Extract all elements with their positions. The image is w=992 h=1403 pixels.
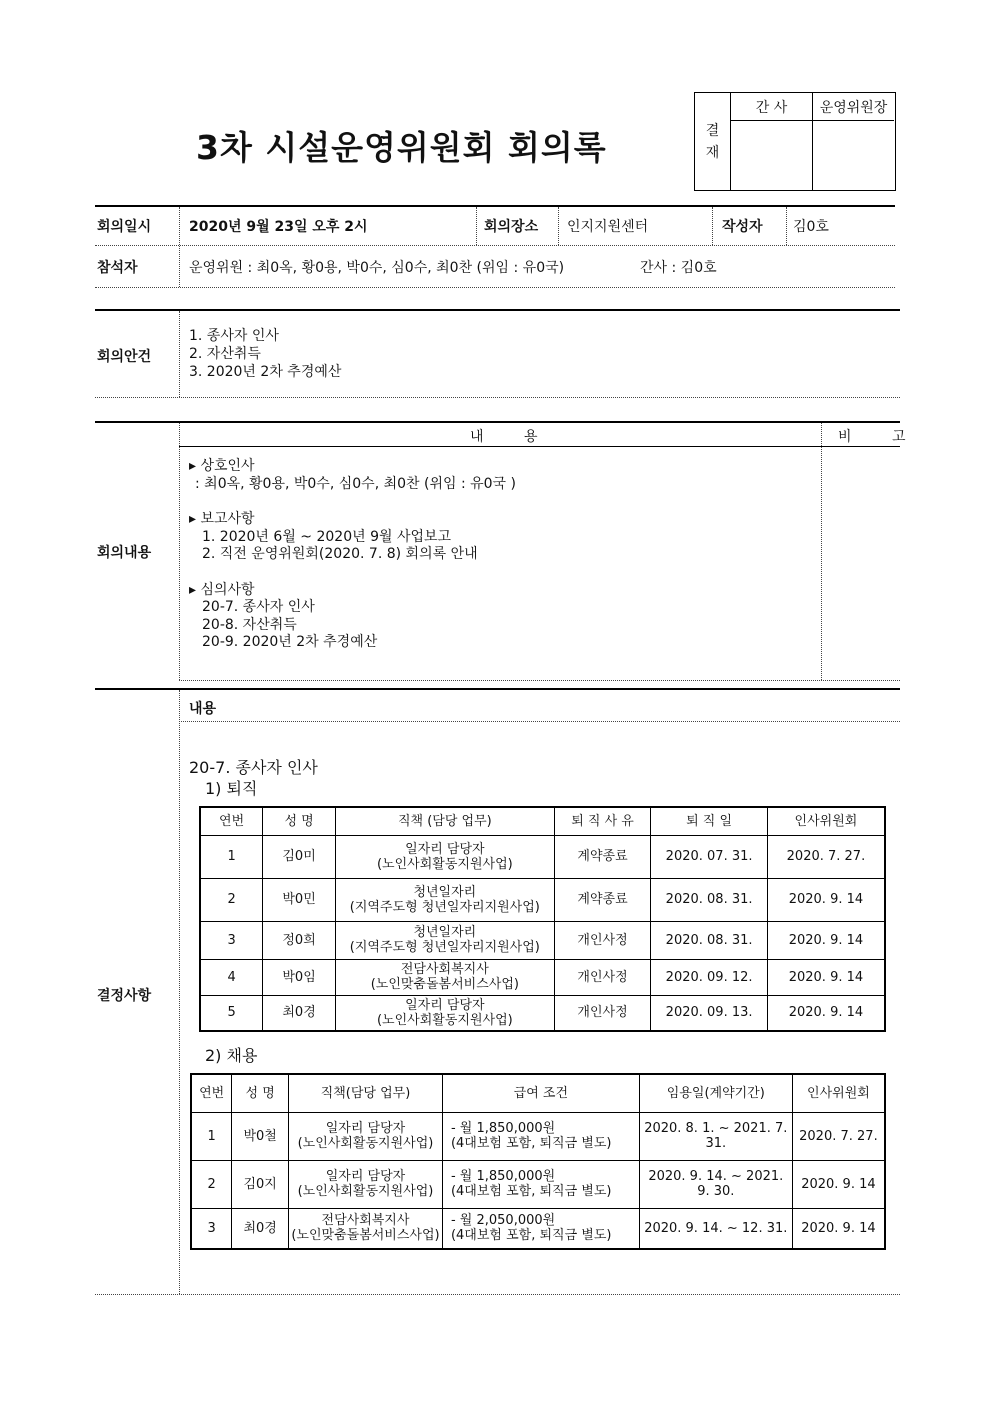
agenda-top-rule bbox=[95, 309, 900, 311]
approval-sign-chair bbox=[813, 121, 894, 189]
meeting-place-label: 회의장소 bbox=[484, 219, 539, 235]
retire-header-row bbox=[200, 807, 885, 835]
hire-role-program: (노인사회활동지원사업) bbox=[297, 1184, 434, 1199]
approval-box bbox=[694, 92, 896, 191]
hire-role bbox=[288, 1208, 442, 1249]
retire-committee: 2020. 9. 14 bbox=[767, 921, 885, 959]
retire-role bbox=[335, 835, 554, 878]
retire-committee: 2020. 7. 27. bbox=[767, 835, 885, 878]
approval-side-char-1: 결 bbox=[705, 122, 720, 139]
meeting-date: 2020년 9월 23일 오후 2시 bbox=[189, 219, 368, 235]
retire-header-cell: 퇴 직 사 유 bbox=[554, 807, 651, 835]
retire-no: 4 bbox=[200, 959, 263, 995]
hire-pay-amount: - 월 2,050,000원 bbox=[450, 1213, 556, 1229]
decisions-subheader-rule bbox=[179, 721, 900, 722]
retire-name: 박0민 bbox=[263, 878, 336, 921]
approval-side-char-2: 재 bbox=[705, 144, 720, 161]
retire-role-program: (노인사회활동지원사업) bbox=[376, 1012, 513, 1028]
approval-sign-secretary bbox=[731, 121, 812, 189]
info-author-divider-right bbox=[786, 207, 787, 245]
retire-reason: 계약종료 bbox=[554, 878, 651, 921]
retire-role-title: 일자리 담당자 bbox=[405, 997, 485, 1013]
table-row bbox=[200, 878, 885, 921]
hire-period: 2020. 8. 1. ~ 2021. 7. 31. bbox=[639, 1112, 792, 1160]
review-item: 20-9. 2020년 2차 추경예산 bbox=[202, 634, 378, 650]
hire-committee: 2020. 9. 14 bbox=[792, 1160, 885, 1208]
approval-head-chair: 운영위원장 bbox=[813, 93, 894, 121]
approval-side-label bbox=[695, 93, 731, 190]
content-bottom-rule bbox=[179, 680, 900, 681]
hire-role-program: (노인맞춤돌봄서비스사업) bbox=[291, 1228, 440, 1244]
retire-role-program: (노인맞춤돌봄서비스사업) bbox=[370, 977, 519, 992]
agenda-item: 3. 2020년 2차 추경예산 bbox=[189, 364, 342, 380]
table-row bbox=[200, 835, 885, 878]
retire-role bbox=[335, 995, 554, 1031]
hire-period: 2020. 9. 14. ~ 2021. 9. 30. bbox=[639, 1160, 792, 1208]
retire-role bbox=[335, 959, 554, 995]
hire-committee: 2020. 7. 27. bbox=[792, 1112, 885, 1160]
table-row bbox=[191, 1112, 885, 1160]
info-row-divider bbox=[95, 245, 895, 246]
hire-header-cell: 성 명 bbox=[232, 1074, 289, 1112]
hire-name: 김0지 bbox=[232, 1160, 289, 1208]
attendees-label: 참석자 bbox=[97, 260, 138, 276]
hire-pay-note: (4대보험 포함, 퇴직금 별도) bbox=[450, 1184, 612, 1199]
hire-period: 2020. 9. 14. ~ 12. 31. bbox=[639, 1208, 792, 1249]
retire-no: 5 bbox=[200, 995, 263, 1031]
meeting-author-label: 작성자 bbox=[722, 219, 763, 235]
retire-role-title: 청년일자리 bbox=[413, 925, 477, 940]
retire-role-program: (지역주도형 청년일자리지원사업) bbox=[349, 940, 540, 955]
report-item: 2. 직전 운영위원회(2020. 7. 8) 회의록 안내 bbox=[202, 546, 478, 562]
content-note-divider bbox=[821, 423, 822, 680]
hire-header-row bbox=[191, 1074, 885, 1112]
retire-committee: 2020. 9. 14 bbox=[767, 959, 885, 995]
retire-header-cell: 퇴 직 일 bbox=[651, 807, 768, 835]
retire-date: 2020. 07. 31. bbox=[651, 835, 768, 878]
retire-date: 2020. 09. 13. bbox=[651, 995, 768, 1031]
decisions-label-divider bbox=[179, 690, 180, 1294]
hire-no: 2 bbox=[191, 1160, 232, 1208]
hire-no: 3 bbox=[191, 1208, 232, 1249]
page-title: 3차 시설운영위원회 회의록 bbox=[196, 128, 607, 167]
section-title: 20-7. 종사자 인사 bbox=[189, 758, 318, 777]
meeting-date-label: 회의일시 bbox=[97, 219, 152, 235]
table-row bbox=[191, 1208, 885, 1249]
content-body bbox=[189, 458, 516, 652]
retire-header-cell: 연번 bbox=[200, 807, 263, 835]
info-bottom-rule bbox=[95, 287, 895, 288]
hire-title: 2) 채용 bbox=[205, 1046, 258, 1065]
hire-pay-note: (4대보험 포함, 퇴직금 별도) bbox=[450, 1136, 612, 1151]
report-item: 1. 2020년 6월 ~ 2020년 9월 사업보고 bbox=[202, 528, 452, 545]
retire-no: 3 bbox=[200, 921, 263, 959]
retire-role bbox=[335, 878, 554, 921]
retire-reason: 개인사정 bbox=[554, 959, 651, 995]
content-header-rule bbox=[179, 446, 900, 447]
agenda-bottom-rule bbox=[95, 397, 900, 398]
retire-role-title: 일자리 담당자 bbox=[405, 841, 485, 857]
retire-role-program: (지역주도형 청년일자리지원사업) bbox=[349, 899, 540, 915]
hire-header-cell: 임용일(계약기간) bbox=[639, 1074, 792, 1112]
retire-name: 정0희 bbox=[263, 921, 336, 959]
retire-committee: 2020. 9. 14 bbox=[767, 878, 885, 921]
retire-no: 1 bbox=[200, 835, 263, 878]
content-top-rule bbox=[95, 421, 900, 423]
agenda-item: 1. 종사자 인사 bbox=[189, 328, 279, 344]
hire-no: 1 bbox=[191, 1112, 232, 1160]
retire-committee: 2020. 9. 14 bbox=[767, 995, 885, 1031]
retire-reason: 개인사정 bbox=[554, 921, 651, 959]
table-row bbox=[200, 995, 885, 1031]
hire-name: 박0철 bbox=[232, 1112, 289, 1160]
hire-name: 최0경 bbox=[232, 1208, 289, 1249]
table-row bbox=[191, 1160, 885, 1208]
hire-header-cell: 직책(담당 업무) bbox=[288, 1074, 442, 1112]
review-title: ▸ 심의사항 bbox=[189, 581, 255, 598]
hire-role bbox=[288, 1160, 442, 1208]
hire-role-title: 일자리 담당자 bbox=[325, 1169, 406, 1184]
agenda-label: 회의안건 bbox=[97, 349, 152, 365]
retire-role-title: 청년일자리 bbox=[413, 884, 477, 900]
hire-role-title: 일자리 담당자 bbox=[325, 1121, 406, 1136]
retire-header-cell: 인사위원회 bbox=[767, 807, 885, 835]
secretary-info: 간사 : 김0호 bbox=[640, 260, 717, 276]
retire-role-program: (노인사회활동지원사업) bbox=[376, 856, 513, 872]
info-place-divider-left bbox=[476, 207, 477, 245]
decisions-top-rule bbox=[95, 688, 900, 690]
retire-name: 김0미 bbox=[263, 835, 336, 878]
hire-header-cell: 급여 조건 bbox=[442, 1074, 639, 1112]
agenda-item: 2. 자산취득 bbox=[189, 346, 261, 362]
agenda-list bbox=[189, 327, 341, 381]
greeting-title: ▸ 상호인사 bbox=[189, 458, 255, 474]
meeting-place: 인지지원센터 bbox=[567, 219, 649, 235]
review-item: 20-8. 자산취득 bbox=[202, 616, 297, 633]
info-author-divider-left bbox=[712, 207, 713, 245]
hire-role bbox=[288, 1112, 442, 1160]
retire-title: 1) 퇴직 bbox=[205, 779, 258, 798]
review-item: 20-7. 종사자 인사 bbox=[202, 599, 315, 615]
retire-role-title: 전담사회복지사 bbox=[400, 962, 489, 977]
retire-table bbox=[199, 806, 886, 1032]
hire-table bbox=[190, 1073, 886, 1250]
retire-header-cell: 성 명 bbox=[263, 807, 336, 835]
info-label-divider bbox=[179, 207, 180, 287]
decisions-subheader: 내용 bbox=[189, 701, 217, 717]
hire-role-title: 전담사회복지사 bbox=[321, 1213, 410, 1229]
info-place-divider-right bbox=[558, 207, 559, 245]
retire-reason: 개인사정 bbox=[554, 995, 651, 1031]
retire-header-cell: 직책 (담당 업무) bbox=[335, 807, 554, 835]
hire-header-cell: 연번 bbox=[191, 1074, 232, 1112]
info-top-rule bbox=[95, 205, 895, 207]
attendees-list: 운영위원 : 최0옥, 황0용, 박0수, 심0수, 최0찬 (위임 : 유0국) bbox=[189, 260, 565, 276]
hire-role-program: (노인사회활동지원사업) bbox=[297, 1136, 434, 1151]
hire-pay-amount: - 월 1,850,000원 bbox=[450, 1121, 556, 1136]
approval-head-secretary: 간 사 bbox=[731, 93, 812, 121]
hire-pay-amount: - 월 1,850,000원 bbox=[450, 1169, 556, 1184]
hire-header-cell: 인사위원회 bbox=[792, 1074, 885, 1112]
retire-no: 2 bbox=[200, 878, 263, 921]
content-label: 회의내용 bbox=[97, 545, 152, 561]
agenda-label-divider bbox=[179, 311, 180, 397]
retire-name: 최0경 bbox=[263, 995, 336, 1031]
meeting-author: 김0호 bbox=[793, 219, 829, 235]
approval-col-secretary bbox=[731, 93, 813, 190]
table-row bbox=[200, 959, 885, 995]
retire-name: 박0임 bbox=[263, 959, 336, 995]
content-label-divider bbox=[179, 423, 180, 680]
content-header: 내 용 bbox=[470, 429, 556, 445]
note-header: 비 고 bbox=[838, 429, 924, 445]
retire-date: 2020. 09. 12. bbox=[651, 959, 768, 995]
retire-date: 2020. 08. 31. bbox=[651, 878, 768, 921]
hire-pay bbox=[442, 1112, 639, 1160]
hire-committee: 2020. 9. 14 bbox=[792, 1208, 885, 1249]
greeting-detail: : 최0옥, 황0용, 박0수, 심0수, 최0찬 (위임 : 유0국 ) bbox=[195, 475, 516, 492]
decisions-label: 결정사항 bbox=[97, 988, 152, 1004]
retire-reason: 계약종료 bbox=[554, 835, 651, 878]
hire-pay bbox=[442, 1160, 639, 1208]
report-title: ▸ 보고사항 bbox=[189, 511, 255, 527]
hire-pay-note: (4대보험 포함, 퇴직금 별도) bbox=[450, 1228, 612, 1244]
retire-role bbox=[335, 921, 554, 959]
hire-pay bbox=[442, 1208, 639, 1249]
retire-date: 2020. 08. 31. bbox=[651, 921, 768, 959]
table-row bbox=[200, 921, 885, 959]
approval-col-chair bbox=[813, 93, 894, 190]
decisions-bottom-rule bbox=[95, 1294, 900, 1295]
